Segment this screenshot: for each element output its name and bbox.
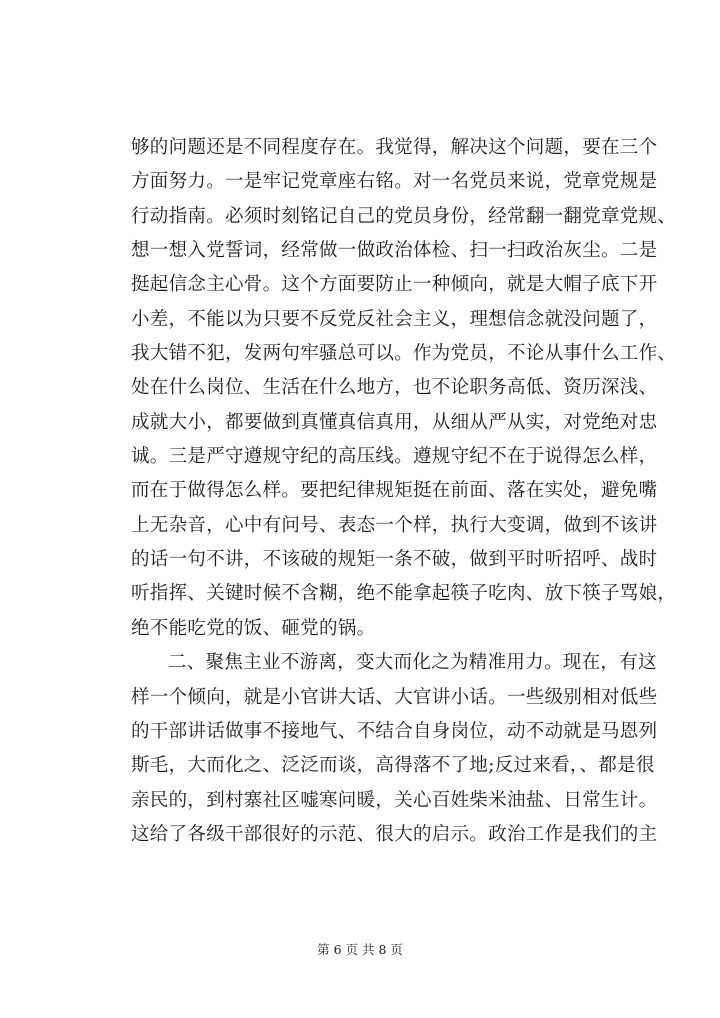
text-line-1: 够的问题还是不同程度存在。我觉得，解决这个问题，要在三个 [131, 137, 658, 158]
body-text [131, 131, 677, 852]
text-line-11: 而在于做得怎么样。要把纪律规矩挺在前面、落在实处，避免嘴 [131, 480, 658, 502]
text-line-5: 挺起信念主心骨。这个方面要防止一种倾向，就是大帽子底下开 [131, 274, 658, 296]
text-line-8: 处在什么岗位、生活在什么地方，也不论职务高低、资历深浅、 [131, 377, 658, 399]
text-line-6: 小差，不能以为只要不反党反社会主义，理想信念就没问题了， [131, 308, 658, 330]
text-line-15: 绝不能吃党的饭、砸党的锅。 [131, 617, 376, 639]
text-line-7: 我大错不犯，发两句牢骚总可以。作为党员，不论从事什么工作、 [131, 343, 677, 365]
text-line-3: 行动指南。必须时刻铭记自己的党员身份，经常翻一翻党章党规、 [131, 205, 677, 227]
text-line-19: 斯毛，大而化之、泛泛而谈，高得落不了地;反过来看，、都是很 [131, 755, 655, 777]
text-line-13: 的话一句不讲，不该破的规矩一条不破，做到平时听招呼、战时 [131, 549, 658, 571]
text-line-12: 上无杂音，心中有问号、表态一个样，执行大变调，做到不该讲 [131, 514, 658, 536]
text-line-10: 诚。三是严守遵规守纪的高压线。遵规守纪不在于说得怎么样， [131, 446, 658, 468]
text-line-18: 的干部讲话做事不接地气、不结合自身岗位，动不动就是马恩列 [131, 720, 658, 742]
text-line-4: 想一想入党誓词，经常做一做政治体检、扫一扫政治灰尘。二是 [131, 240, 658, 262]
text-line-16: 二、聚焦主业不游离，变大而化之为精准用力。现在，有这 [168, 652, 657, 674]
text-line-17: 样一个倾向，就是小官讲大话、大官讲小话。一些级别相对低些 [131, 686, 658, 708]
text-line-21: 这给了各级干部很好的示范、很大的启示。政治工作是我们的主 [131, 823, 658, 845]
text-line-9: 成就大小，都要做到真懂真信真用，从细从严从实，对党绝对忠 [131, 411, 658, 433]
text-line-20: 亲民的，到村寨社区嘘寒问暖，关心百姓柴米油盐、日常生计。 [131, 789, 658, 811]
text-line-14: 听指挥、关键时候不含糊，绝不能拿起筷子吃肉、放下筷子骂娘， [131, 583, 677, 605]
text-line-2: 方面努力。一是牢记党章座右铭。对一名党员来说，党章党规是 [131, 171, 658, 193]
page-footer: 第 6 页 共 8 页 [317, 942, 403, 957]
